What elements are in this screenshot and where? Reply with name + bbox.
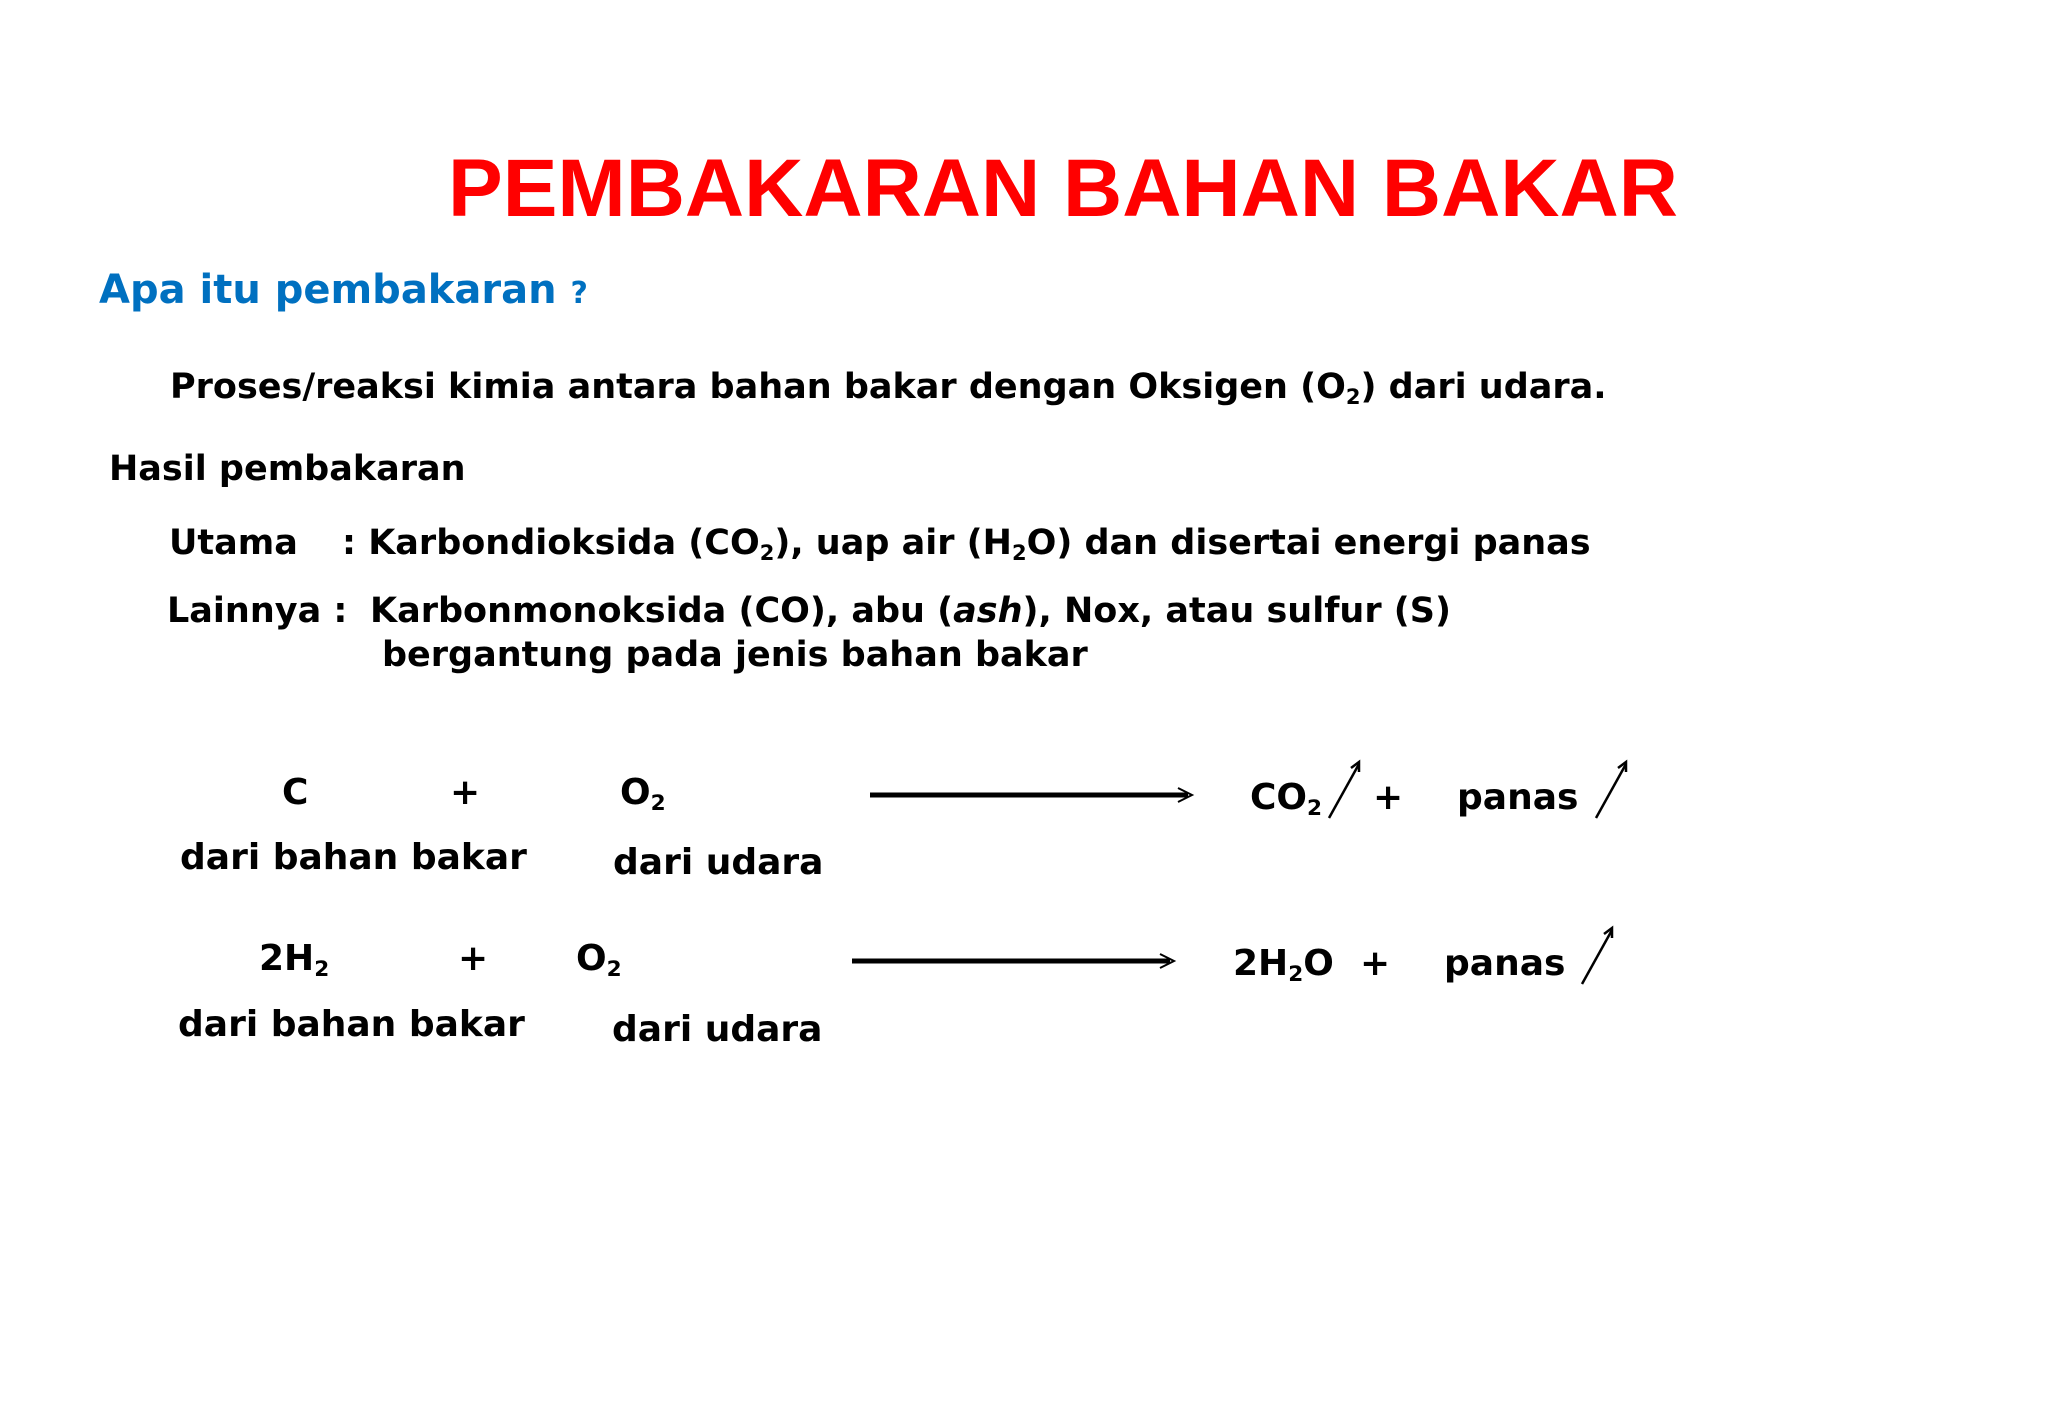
- lainnya-text: [370, 591, 1451, 631]
- reaction-1-product-2: panas: [1457, 777, 1579, 818]
- reaction-2-plus: +: [458, 938, 489, 979]
- heat-released-arrow-icon: [1578, 924, 1618, 988]
- question-mark: ?: [570, 276, 588, 311]
- utama-colon: :: [342, 523, 356, 563]
- utama-text: [342, 523, 1591, 565]
- product-subscript: 2: [1288, 962, 1304, 988]
- reaction-1-plus-2: +: [1373, 777, 1404, 818]
- reaction-1-source-2: dari udara: [613, 842, 824, 883]
- reaction-2-source-1: dari bahan bakar: [178, 1004, 525, 1045]
- reactant-subscript: 2: [650, 791, 666, 817]
- utama-subscript-2: 2: [1011, 540, 1027, 565]
- reaction-1-source-1: dari bahan bakar: [180, 837, 527, 878]
- reaction-2-reactant-1: [259, 938, 330, 983]
- reaction-2-reactant-2: [576, 938, 622, 983]
- definition-subscript: 2: [1345, 384, 1361, 409]
- reaction-1-product-1: [1250, 777, 1323, 822]
- utama-label: Utama: [169, 523, 298, 563]
- reactant-main: C: [282, 772, 309, 813]
- reaction-1-plus: +: [450, 772, 481, 813]
- reactant-main: O: [620, 772, 651, 813]
- product-main: CO: [1250, 777, 1308, 818]
- reaction-1-reactant-1: [282, 772, 309, 813]
- reaction-2-source-2: dari udara: [612, 1009, 823, 1050]
- reactant-main: 2H: [259, 938, 315, 979]
- definition-text: [170, 367, 1607, 409]
- reaction-1-arrow: [870, 785, 1200, 805]
- reaction-1-reactant-2: [620, 772, 666, 817]
- product-subscript: 2: [1307, 796, 1323, 822]
- reaction-2-arrow: [852, 951, 1182, 971]
- lainnya-line-2: bergantung pada jenis bahan bakar: [382, 635, 1088, 675]
- question-text: Apa itu pembakaran: [99, 267, 557, 313]
- product-tail: O: [1303, 943, 1334, 984]
- product-main: 2H: [1233, 943, 1289, 984]
- utama-subscript-1: 2: [759, 540, 775, 565]
- lainnya-label: Lainnya :: [167, 591, 348, 631]
- lainnya-part-1: Karbonmonoksida (CO), abu (: [370, 591, 954, 631]
- question-heading: [99, 267, 588, 313]
- reactant-subscript: 2: [314, 957, 330, 983]
- reaction-2-product-1: [1233, 943, 1334, 988]
- reaction-2-plus-2: +: [1360, 943, 1391, 984]
- lainnya-italic-ash: ash: [953, 591, 1023, 631]
- heat-released-arrow-icon: [1592, 758, 1632, 822]
- reactant-main: O: [576, 938, 607, 979]
- lainnya-part-2: ), Nox, atau sulfur (S): [1022, 591, 1451, 631]
- page-title: PEMBAKARAN BAHAN BAKAR: [448, 143, 1678, 234]
- reaction-2-product-2: panas: [1444, 943, 1566, 984]
- utama-part-1: Karbondioksida (CO: [368, 523, 760, 563]
- utama-part-2: ), uap air (H: [774, 523, 1012, 563]
- definition-part-1: Proses/reaksi kimia antara bahan bakar dengan Oksigen (O: [170, 367, 1346, 407]
- hasil-heading: Hasil pembakaran: [109, 449, 466, 489]
- definition-part-2: ) dari udara.: [1360, 367, 1607, 407]
- reactant-subscript: 2: [606, 957, 622, 983]
- gas-evolved-arrow-icon: [1325, 758, 1365, 822]
- utama-part-3: O) dan disertai energi panas: [1026, 523, 1591, 563]
